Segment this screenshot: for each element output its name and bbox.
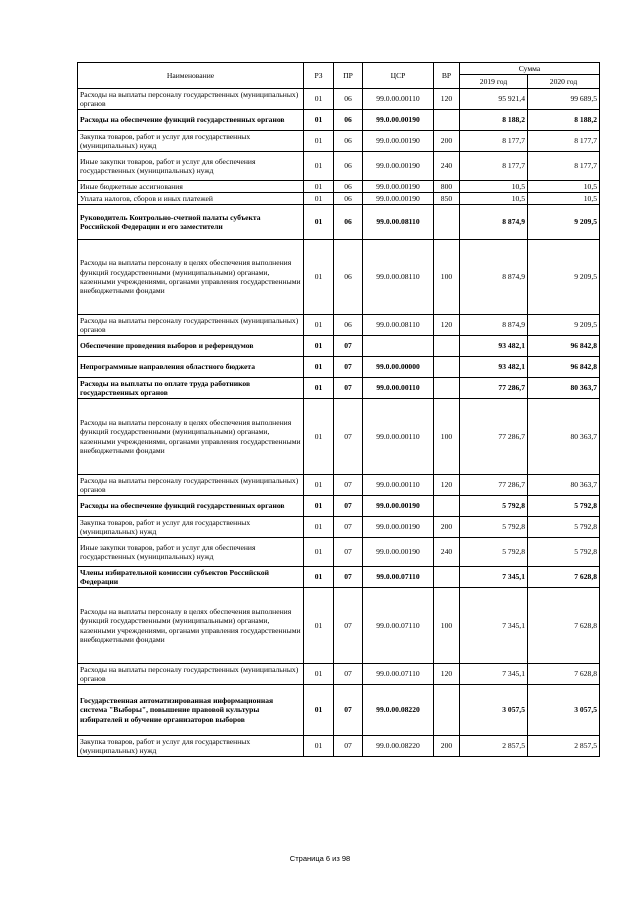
row-2019: 7 345,1 bbox=[460, 567, 528, 588]
table-row bbox=[78, 193, 600, 205]
row-csr: 99.0.00.00190 bbox=[363, 538, 434, 567]
row-2020: 7 628,8 bbox=[528, 567, 600, 588]
row-2020: 80 363,7 bbox=[528, 399, 600, 475]
header-csr: ЦСР bbox=[363, 63, 434, 89]
row-rz: 01 bbox=[304, 205, 334, 240]
row-csr: 99.0.00.08110 bbox=[363, 315, 434, 336]
row-2019: 5 792,8 bbox=[460, 517, 528, 538]
header-sum: Сумма bbox=[460, 63, 600, 75]
row-2020: 9 209,5 bbox=[528, 240, 600, 315]
table-row bbox=[78, 475, 600, 496]
row-2019: 5 792,8 bbox=[460, 496, 528, 517]
row-pr: 06 bbox=[334, 152, 363, 181]
row-vr: 100 bbox=[434, 399, 460, 475]
row-vr: 100 bbox=[434, 240, 460, 315]
row-2019: 8 188,2 bbox=[460, 110, 528, 131]
row-vr bbox=[434, 567, 460, 588]
table-row bbox=[78, 538, 600, 567]
row-pr: 06 bbox=[334, 193, 363, 205]
table-row bbox=[78, 152, 600, 181]
row-pr: 07 bbox=[334, 475, 363, 496]
row-pr: 07 bbox=[334, 357, 363, 378]
row-rz: 01 bbox=[304, 240, 334, 315]
header-vr: ВР bbox=[434, 63, 460, 89]
row-csr: 99.0.00.07110 bbox=[363, 567, 434, 588]
row-pr: 07 bbox=[334, 664, 363, 685]
row-2020: 7 628,8 bbox=[528, 588, 600, 664]
row-pr: 07 bbox=[334, 399, 363, 475]
row-vr: 200 bbox=[434, 517, 460, 538]
row-name: Расходы на выплаты персоналу государственных (муниципальных) органов bbox=[78, 664, 304, 685]
page-number: Страница 6 из 98 bbox=[289, 854, 351, 863]
row-2020: 9 209,5 bbox=[528, 315, 600, 336]
row-2019: 10,5 bbox=[460, 181, 528, 193]
row-pr: 06 bbox=[334, 110, 363, 131]
row-rz: 01 bbox=[304, 538, 334, 567]
row-csr: 99.0.00.08110 bbox=[363, 205, 434, 240]
row-name: Расходы на выплаты персоналу государственных (муниципальных) органов bbox=[78, 475, 304, 496]
row-2020: 5 792,8 bbox=[528, 538, 600, 567]
row-rz: 01 bbox=[304, 110, 334, 131]
header-pr: ПР bbox=[334, 63, 363, 89]
row-csr: 99.0.00.08220 bbox=[363, 685, 434, 736]
row-csr: 99.0.00.00000 bbox=[363, 357, 434, 378]
row-vr: 800 bbox=[434, 181, 460, 193]
row-rz: 01 bbox=[304, 181, 334, 193]
row-vr bbox=[434, 205, 460, 240]
table-row bbox=[78, 240, 600, 315]
row-pr: 06 bbox=[334, 240, 363, 315]
row-csr: 99.0.00.08110 bbox=[363, 240, 434, 315]
row-rz: 01 bbox=[304, 517, 334, 538]
row-vr: 850 bbox=[434, 193, 460, 205]
row-2019: 2 857,5 bbox=[460, 736, 528, 757]
row-rz: 01 bbox=[304, 89, 334, 110]
row-csr bbox=[363, 336, 434, 357]
table-row bbox=[78, 496, 600, 517]
row-rz: 01 bbox=[304, 336, 334, 357]
table-row bbox=[78, 205, 600, 240]
row-vr bbox=[434, 685, 460, 736]
budget-table bbox=[77, 62, 600, 757]
row-pr: 06 bbox=[334, 315, 363, 336]
row-name: Иные закупки товаров, работ и услуг для обеспечения государственных (муниципальных) нужд bbox=[78, 152, 304, 181]
row-rz: 01 bbox=[304, 664, 334, 685]
row-vr bbox=[434, 336, 460, 357]
row-vr: 200 bbox=[434, 131, 460, 152]
row-name: Закупка товаров, работ и услуг для государственных (муниципальных) нужд bbox=[78, 131, 304, 152]
table-row bbox=[78, 357, 600, 378]
row-2019: 77 286,7 bbox=[460, 378, 528, 399]
row-name: Расходы на выплаты персоналу в целях обеспечения выполнения функций государственными (муниципальными) органами, казенными учреждениями, органами управления государственными внебюджетными фондами bbox=[78, 588, 304, 664]
row-2019: 77 286,7 bbox=[460, 475, 528, 496]
row-csr: 99.0.00.00190 bbox=[363, 131, 434, 152]
row-name: Иные закупки товаров, работ и услуг для обеспечения государственных (муниципальных) нужд bbox=[78, 538, 304, 567]
table-row bbox=[78, 588, 600, 664]
row-rz: 01 bbox=[304, 496, 334, 517]
row-vr: 200 bbox=[434, 736, 460, 757]
table-row bbox=[78, 664, 600, 685]
row-csr: 99.0.00.00110 bbox=[363, 475, 434, 496]
row-vr bbox=[434, 378, 460, 399]
row-name: Закупка товаров, работ и услуг для государственных (муниципальных) нужд bbox=[78, 736, 304, 757]
row-2020: 7 628,8 bbox=[528, 664, 600, 685]
row-pr: 06 bbox=[334, 131, 363, 152]
header-2019: 2019 год bbox=[460, 75, 528, 89]
row-name: Расходы на обеспечение функций государственных органов bbox=[78, 496, 304, 517]
row-2019: 7 345,1 bbox=[460, 588, 528, 664]
row-2019: 8 177,7 bbox=[460, 131, 528, 152]
row-rz: 01 bbox=[304, 315, 334, 336]
row-rz: 01 bbox=[304, 475, 334, 496]
row-2019: 95 921,4 bbox=[460, 89, 528, 110]
row-name: Иные бюджетные ассигнования bbox=[78, 181, 304, 193]
header-2020: 2020 год bbox=[528, 75, 600, 89]
table-row bbox=[78, 110, 600, 131]
row-2019: 8 874,9 bbox=[460, 240, 528, 315]
row-rz: 01 bbox=[304, 736, 334, 757]
table-row bbox=[78, 399, 600, 475]
row-2020: 99 689,5 bbox=[528, 89, 600, 110]
row-name: Непрограммные направления областного бюджета bbox=[78, 357, 304, 378]
row-name: Закупка товаров, работ и услуг для государственных (муниципальных) нужд bbox=[78, 517, 304, 538]
row-csr: 99.0.00.00110 bbox=[363, 378, 434, 399]
row-vr: 120 bbox=[434, 664, 460, 685]
header-name: Наименование bbox=[78, 63, 304, 89]
row-name: Расходы на обеспечение функций государственных органов bbox=[78, 110, 304, 131]
table-row bbox=[78, 89, 600, 110]
row-csr: 99.0.00.07110 bbox=[363, 664, 434, 685]
table-row bbox=[78, 567, 600, 588]
row-2019: 8 177,7 bbox=[460, 152, 528, 181]
row-pr: 07 bbox=[334, 496, 363, 517]
row-name: Государственная автоматизированная информационная система "Выборы", повышение правовой культуры избирателей и обучение организаторов выборов bbox=[78, 685, 304, 736]
row-csr: 99.0.00.08220 bbox=[363, 736, 434, 757]
row-vr bbox=[434, 110, 460, 131]
row-csr: 99.0.00.00190 bbox=[363, 193, 434, 205]
row-2019: 8 874,9 bbox=[460, 315, 528, 336]
table-row bbox=[78, 378, 600, 399]
row-vr bbox=[434, 357, 460, 378]
row-2019: 77 286,7 bbox=[460, 399, 528, 475]
row-vr: 120 bbox=[434, 315, 460, 336]
row-rz: 01 bbox=[304, 131, 334, 152]
table-row bbox=[78, 685, 600, 736]
row-csr: 99.0.00.00190 bbox=[363, 181, 434, 193]
row-csr: 99.0.00.00110 bbox=[363, 89, 434, 110]
row-pr: 07 bbox=[334, 336, 363, 357]
row-pr: 07 bbox=[334, 685, 363, 736]
row-csr: 99.0.00.00190 bbox=[363, 110, 434, 131]
row-name: Члены избирательной комиссии субъектов Российской Федерации bbox=[78, 567, 304, 588]
row-pr: 07 bbox=[334, 736, 363, 757]
row-vr: 240 bbox=[434, 538, 460, 567]
table-row bbox=[78, 315, 600, 336]
row-2020: 8 177,7 bbox=[528, 152, 600, 181]
row-csr: 99.0.00.00190 bbox=[363, 517, 434, 538]
table-row bbox=[78, 336, 600, 357]
row-rz: 01 bbox=[304, 685, 334, 736]
row-2019: 93 482,1 bbox=[460, 336, 528, 357]
row-pr: 06 bbox=[334, 181, 363, 193]
row-rz: 01 bbox=[304, 152, 334, 181]
row-pr: 07 bbox=[334, 517, 363, 538]
row-csr: 99.0.00.00190 bbox=[363, 496, 434, 517]
row-2020: 96 842,8 bbox=[528, 357, 600, 378]
table-row bbox=[78, 517, 600, 538]
header-rz: РЗ bbox=[304, 63, 334, 89]
row-rz: 01 bbox=[304, 567, 334, 588]
row-rz: 01 bbox=[304, 378, 334, 399]
table-body bbox=[78, 89, 600, 757]
row-2020: 3 057,5 bbox=[528, 685, 600, 736]
row-rz: 01 bbox=[304, 193, 334, 205]
row-rz: 01 bbox=[304, 399, 334, 475]
row-name: Расходы на выплаты персоналу государственных (муниципальных) органов bbox=[78, 89, 304, 110]
row-pr: 07 bbox=[334, 567, 363, 588]
row-pr: 07 bbox=[334, 588, 363, 664]
row-vr: 120 bbox=[434, 475, 460, 496]
table-row bbox=[78, 736, 600, 757]
row-2020: 80 363,7 bbox=[528, 475, 600, 496]
row-2019: 8 874,9 bbox=[460, 205, 528, 240]
row-pr: 06 bbox=[334, 89, 363, 110]
row-2020: 5 792,8 bbox=[528, 517, 600, 538]
row-2020: 9 209,5 bbox=[528, 205, 600, 240]
row-name: Руководитель Контрольно-счетной палаты субъекта Российской Федерации и его заместители bbox=[78, 205, 304, 240]
row-2020: 10,5 bbox=[528, 181, 600, 193]
row-rz: 01 bbox=[304, 357, 334, 378]
row-name: Расходы на выплаты по оплате труда работников государственных органов bbox=[78, 378, 304, 399]
row-2019: 3 057,5 bbox=[460, 685, 528, 736]
table-row bbox=[78, 181, 600, 193]
row-name: Расходы на выплаты персоналу в целях обеспечения выполнения функций государственными (муниципальными) органами, казенными учреждениями, органами управления государственными внебюджетными фондами bbox=[78, 240, 304, 315]
table-row bbox=[78, 131, 600, 152]
row-2020: 8 188,2 bbox=[528, 110, 600, 131]
row-csr: 99.0.00.07110 bbox=[363, 588, 434, 664]
row-csr: 99.0.00.00190 bbox=[363, 152, 434, 181]
row-2020: 8 177,7 bbox=[528, 131, 600, 152]
row-vr bbox=[434, 496, 460, 517]
row-2020: 96 842,8 bbox=[528, 336, 600, 357]
row-vr: 100 bbox=[434, 588, 460, 664]
row-pr: 06 bbox=[334, 205, 363, 240]
row-2020: 2 857,5 bbox=[528, 736, 600, 757]
row-csr: 99.0.00.00110 bbox=[363, 399, 434, 475]
row-2019: 7 345,1 bbox=[460, 664, 528, 685]
row-vr: 120 bbox=[434, 89, 460, 110]
row-2019: 10,5 bbox=[460, 193, 528, 205]
row-rz: 01 bbox=[304, 588, 334, 664]
row-2019: 93 482,1 bbox=[460, 357, 528, 378]
row-pr: 07 bbox=[334, 538, 363, 567]
row-2020: 10,5 bbox=[528, 193, 600, 205]
row-name: Обеспечение проведения выборов и референдумов bbox=[78, 336, 304, 357]
row-vr: 240 bbox=[434, 152, 460, 181]
row-name: Расходы на выплаты персоналу государственных (муниципальных) органов bbox=[78, 315, 304, 336]
row-name: Расходы на выплаты персоналу в целях обеспечения выполнения функций государственными (муниципальными) органами, казенными учреждениями, органами управления государственными внебюджетными фондами bbox=[78, 399, 304, 475]
row-2020: 5 792,8 bbox=[528, 496, 600, 517]
row-pr: 07 bbox=[334, 378, 363, 399]
row-2019: 5 792,8 bbox=[460, 538, 528, 567]
table-header bbox=[78, 63, 600, 89]
row-2020: 80 363,7 bbox=[528, 378, 600, 399]
row-name: Уплата налогов, сборов и иных платежей bbox=[78, 193, 304, 205]
